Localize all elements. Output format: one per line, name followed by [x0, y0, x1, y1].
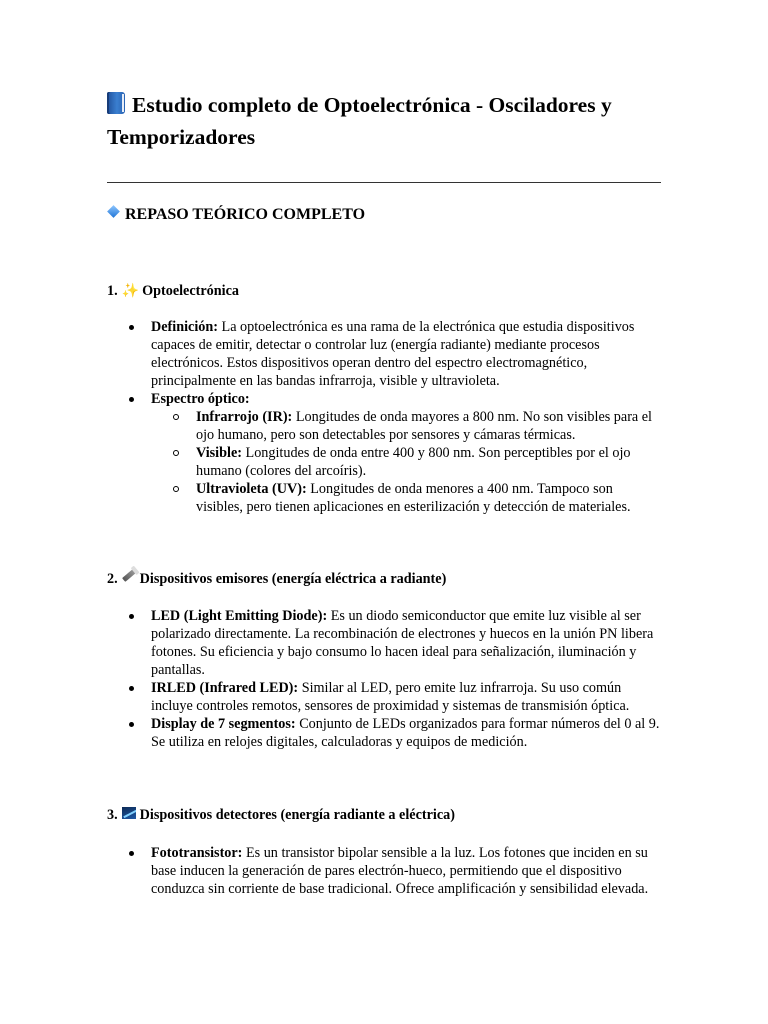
- item-text: Es un diodo semiconductor que emite luz visible al ser polarizado directamente. La recombinación de electrones y huecos en la unión PN libera fotones. Su eficiencia y bajo consumo lo hacen ideal para señalización, iluminación y pantallas.: [151, 608, 654, 678]
- item-term: Ultravioleta (UV):: [196, 481, 307, 497]
- heading-emisores: [107, 569, 446, 589]
- list-item: [151, 318, 663, 390]
- item-term: Infrarrojo (IR):: [196, 409, 293, 425]
- item-text: Longitudes de onda entre 400 y 800 nm. Son perceptibles por el ojo humano (colores del arcoíris).: [196, 445, 631, 479]
- book-icon: [107, 92, 125, 114]
- document-title-text: Estudio completo de Optoelectrónica - Osciladores y Temporizadores: [107, 93, 612, 149]
- heading-number: 2.: [107, 571, 118, 587]
- sublist-item: [196, 480, 663, 516]
- list-item: [151, 679, 663, 715]
- heading-detectores: [107, 805, 455, 825]
- item-text: La optoelectrónica es una rama de la electrónica que estudia dispositivos capaces de emitir, detectar o controlar luz (energía radiante) mediante procesos electrónicos. Estos dispositivos operan dentro del espectro electromagnético, principalmente en las bandas infrarroja, visible y ultravioleta.: [151, 319, 635, 389]
- sublist-item: [196, 444, 663, 480]
- sublist-espectro: [151, 408, 663, 516]
- list-item: [151, 390, 663, 516]
- heading-text: Dispositivos detectores (energía radiante a eléctrica): [139, 807, 455, 823]
- heading-number: 1.: [107, 283, 118, 299]
- list-detectores: [151, 844, 663, 898]
- sparkles-icon: ✨: [121, 284, 140, 299]
- item-text: Similar al LED, pero emite luz infrarroja. Su uso común incluye controles remotos, sensores de proximidad y sistemas de transmisión óptica.: [151, 680, 630, 714]
- horizontal-rule: [107, 182, 661, 183]
- item-term: Fototransistor:: [151, 845, 243, 861]
- list-item: [151, 844, 663, 898]
- heading-text: Optoelectrónica: [142, 283, 239, 299]
- list-item: [151, 607, 663, 679]
- heading-number: 3.: [107, 807, 118, 823]
- document-title: [107, 89, 667, 153]
- section-title: [107, 204, 365, 226]
- item-text: Conjunto de LEDs organizados para formar números del 0 al 9. Se utiliza en relojes digitales, calculadoras y equipos de medición.: [151, 716, 660, 750]
- item-term: Espectro óptico:: [151, 391, 250, 407]
- item-text: Longitudes de onda mayores a 800 nm. No son visibles para el ojo humano, pero son detectables por sensores y cámaras térmicas.: [196, 409, 653, 443]
- heading-optoelectronica: [107, 281, 239, 302]
- item-term: IRLED (Infrared LED):: [151, 680, 299, 696]
- item-text: Longitudes de onda menores a 400 nm. Tampoco son visibles, pero tienen aplicaciones en esterilización y detección de materiales.: [196, 481, 631, 515]
- blue-diamond-icon: [107, 205, 120, 218]
- chart-icon: [122, 807, 136, 819]
- list-emisores: [151, 607, 663, 751]
- list-optoelectronica: [151, 318, 663, 516]
- item-term: Definición:: [151, 319, 218, 335]
- item-term: Display de 7 segmentos:: [151, 716, 296, 732]
- sublist-item: [196, 408, 663, 444]
- item-term: LED (Light Emitting Diode):: [151, 608, 328, 624]
- item-term: Visible:: [196, 445, 242, 461]
- section-title-text: REPASO TEÓRICO COMPLETO: [125, 206, 366, 223]
- list-item: [151, 715, 663, 751]
- heading-text: Dispositivos emisores (energía eléctrica a radiante): [139, 571, 447, 587]
- item-text: Es un transistor bipolar sensible a la luz. Los fotones que inciden en su base inducen la generación de pares electrón-hueco, permitiendo que el dispositivo conduzca sin corriente de base tradicional. Ofrece amplificación y sensibilidad elevada.: [151, 845, 649, 897]
- flashlight-icon: [122, 569, 136, 582]
